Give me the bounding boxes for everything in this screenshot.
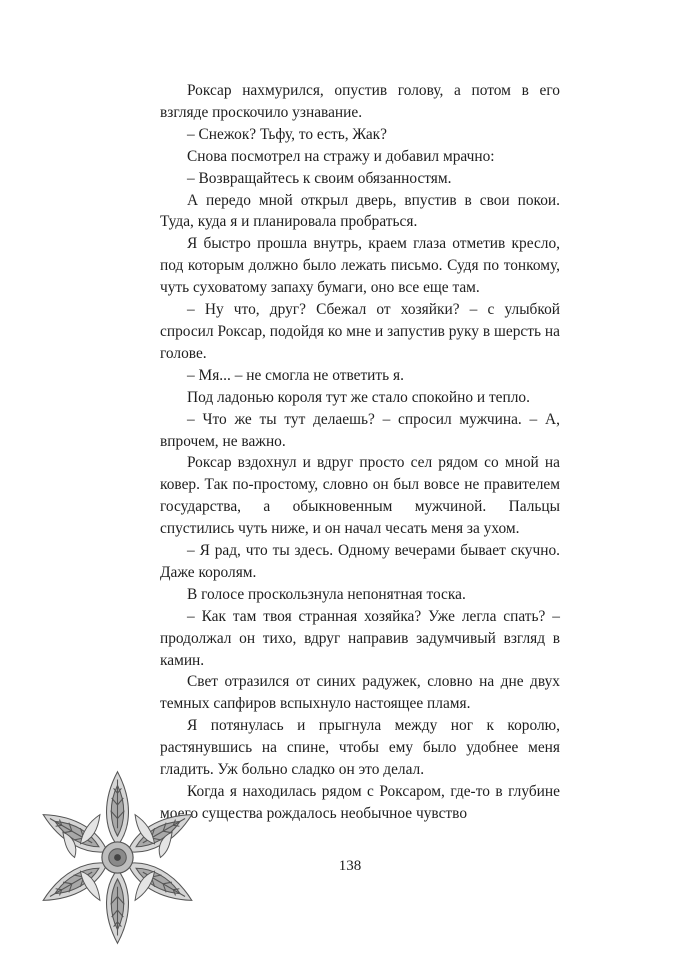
paragraph: – Ну что, друг? Сбежал от хозяйки? – с улыбкой спросил Роксар, подойдя ко мне и запустив руку в шерсть на голове. bbox=[160, 301, 560, 362]
paragraph: Под ладонью короля тут же стало спокойно и тепло. bbox=[187, 388, 530, 406]
paragraph: Я быстро прошла внутрь, краем глаза отметив кресло, под которым должно было лежать письмо. Судя по тонкому, чуть суховатому запаху бумаги, оно все еще там. bbox=[160, 235, 560, 297]
paragraph: – Я рад, что ты здесь. Одному вечерами бывает скучно. Даже королям. bbox=[160, 542, 560, 581]
paragraph: Снова посмотрел на стражу и добавил мрачно: bbox=[187, 147, 495, 165]
paragraph: В голосе проскользнула непонятная тоска. bbox=[187, 585, 466, 603]
paragraph: Когда я находилась рядом с Роксаром, где-то в глубине моего существа рождалось необычное чувство bbox=[160, 783, 560, 822]
paragraph: А передо мной открыл дверь, впустив в свои покои. Туда, куда я и планировала пробраться. bbox=[160, 191, 560, 231]
paragraph: Роксар вздохнул и вдруг просто сел рядом со мной на ковер. Так по-простому, словно он был вовсе не правителем государства, а обыкновенным мужчиной. Пальцы спустились чуть ниже, и он начал чесать меня за ухом. bbox=[160, 454, 560, 538]
paragraph: – Мя... – не смогла не ответить я. bbox=[187, 366, 404, 384]
paragraph: – Что же ты тут делаешь? – спросил мужчина. – А, впрочем, не важно. bbox=[160, 410, 560, 450]
page-number: 138 bbox=[338, 858, 362, 874]
paragraph: – Снежок? Тьфу, то есть, Жак? bbox=[187, 125, 387, 143]
paragraph: – Возвращайтесь к своим обязанностям. bbox=[187, 169, 452, 187]
paragraph: Роксар нахмурился, опустив голову, а потом в его взгляде проскочило узнавание. bbox=[160, 82, 560, 121]
paragraph: – Как там твоя странная хозяйка? Уже легла спать? – продолжал он тихо, вдруг направив задумчивый взгляд в камин. bbox=[160, 607, 560, 669]
body-text bbox=[160, 80, 560, 825]
paragraph: Свет отразился от синих радужек, словно на дне двух темных сапфиров вспыхнуло настоящее пламя. bbox=[160, 673, 560, 713]
paragraph: Я потянулась и прыгнула между ног к королю, растянувшись на спине, чтобы ему было удобнее меня гладить. Уж больно сладко он это делал. bbox=[160, 717, 560, 779]
